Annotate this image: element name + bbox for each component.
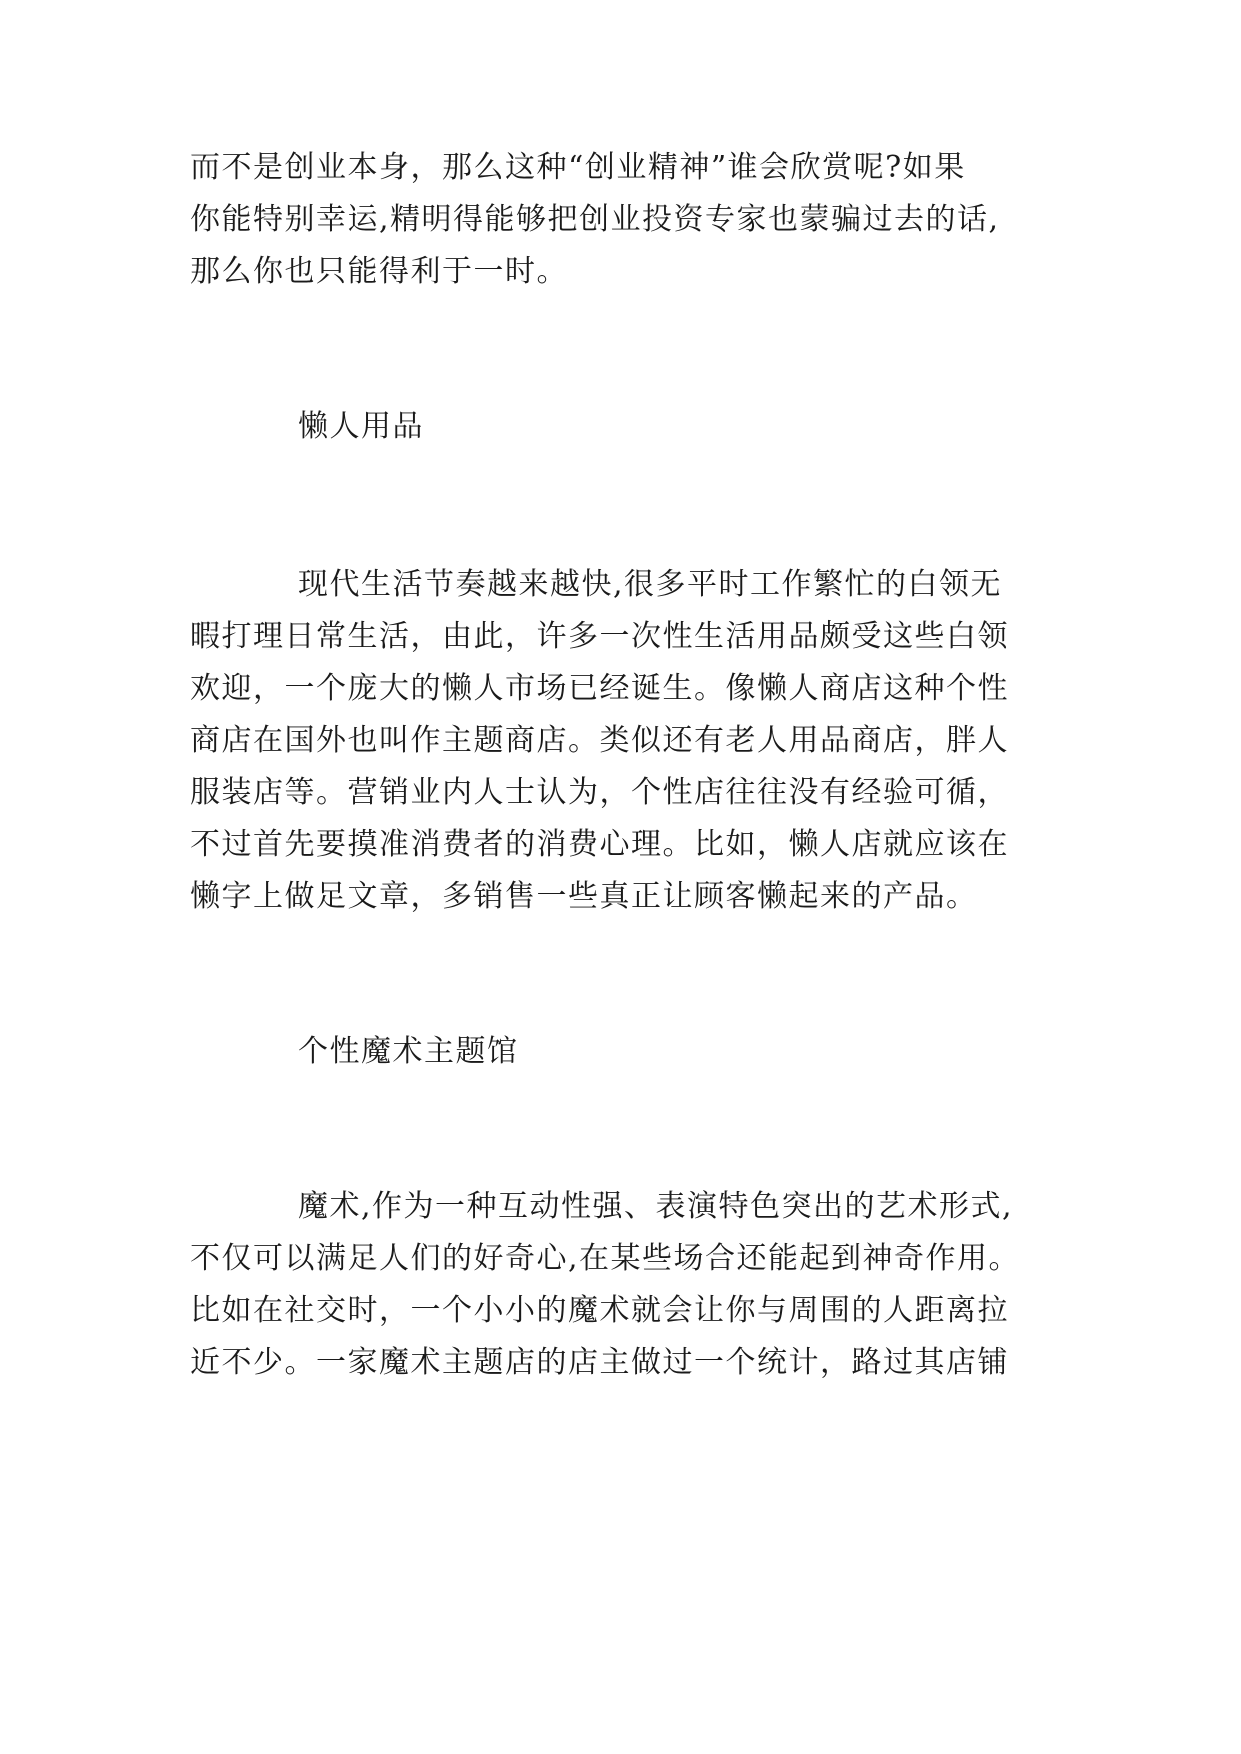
paragraph-line: 欢迎，一个庞大的懒人市场已经诞生。像懒人商店这种个性 [190,671,1009,706]
paragraph-line: 比如在社交时，一个小小的魔术就会让你与周围的人距离拉 [190,1293,1009,1328]
section-heading: 个性魔术主题馆 [298,1034,519,1069]
paragraph-line: 懒字上做足文章，多销售一些真正让顾客懒起来的产品。 [190,879,978,914]
paragraph-line: 魔术,作为一种互动性强、表演特色突出的艺术形式, [298,1189,1014,1224]
paragraph-line: 那么你也只能得利于一时。 [190,254,568,289]
paragraph-line: 而不是创业本身，那么这种“创业精神”谁会欣赏呢?如果 [190,150,966,185]
paragraph-line: 现代生活节奏越来越快,很多平时工作繁忙的白领无 [298,567,1003,602]
paragraph-line: 商店在国外也叫作主题商店。类似还有老人用品商店，胖人 [190,723,1009,758]
paragraph-line: 你能特别幸运,精明得能够把创业投资专家也蒙骗过去的话, [190,202,1000,237]
paragraph-line: 暇打理日常生活，由此，许多一次性生活用品颇受这些白领 [190,619,1009,654]
paragraph-line: 近不少。一家魔术主题店的店主做过一个统计，路过其店铺 [190,1345,1009,1380]
paragraph-line: 不仅可以满足人们的好奇心,在某些场合还能起到神奇作用。 [190,1241,1021,1276]
section-heading: 懒人用品 [298,409,424,444]
paragraph-line: 不过首先要摸准消费者的消费心理。比如，懒人店就应该在 [190,827,1009,862]
paragraph-line: 服装店等。营销业内人士认为，个性店往往没有经验可循， [190,775,1009,810]
